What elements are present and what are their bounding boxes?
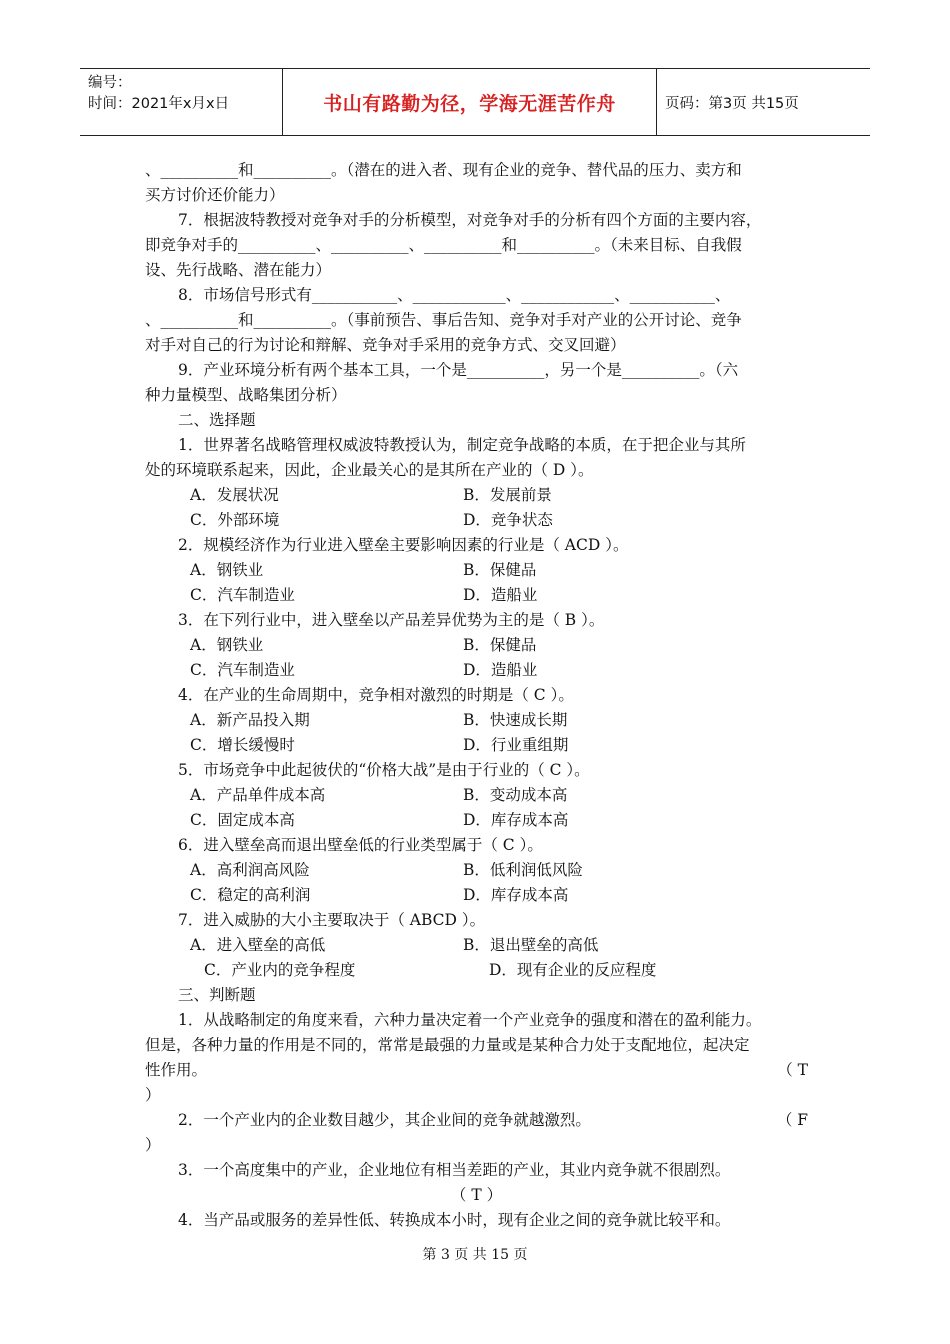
options-row xyxy=(145,708,808,733)
text-line: 、__________和__________。（事前预告、事后告知、竞争对手对产业的公开讨论、竞争 xyxy=(145,311,742,329)
question-fill-9: 9．产业环境分析有两个基本工具，一个是__________，另一个是__________。（六 xyxy=(178,361,739,379)
options-row xyxy=(145,483,808,508)
page-header xyxy=(80,68,870,136)
option-d: D．现有企业的反应程度 xyxy=(489,961,657,979)
answer-mark: （ T ） xyxy=(450,1186,503,1204)
question-judge-3: 3．一个高度集中的产业，企业地位有相当差距的产业，其业内竞争就不很剧烈。 xyxy=(178,1161,731,1179)
answer-close: ） xyxy=(145,1086,161,1104)
option-d: D．造船业 xyxy=(463,661,538,679)
question-choice-6: 6．进入壁垒高而退出壁垒低的行业类型属于（ C ）。 xyxy=(178,836,543,854)
answer-close: ） xyxy=(145,1136,161,1154)
question-fill-7: 7．根据波特教授对竞争对手的分析模型，对竞争对手的分析有四个方面的主要内容， xyxy=(178,211,762,229)
section-heading-choice: 二、选择题 xyxy=(178,411,256,429)
option-b: B．变动成本高 xyxy=(463,786,568,804)
question-choice-5: 5．市场竞争中此起彼伏的“价格大战”是由于行业的（ C ）。 xyxy=(178,761,590,779)
header-meta xyxy=(80,69,283,135)
options-row xyxy=(145,958,808,983)
options-row xyxy=(145,883,808,908)
options-row xyxy=(145,508,808,533)
option-a: A．钢铁业 xyxy=(190,561,264,579)
header-motto-cell xyxy=(283,69,657,135)
header-time: 时间：2021年x月x日 xyxy=(88,96,230,112)
option-a: A．进入壁垒的高低 xyxy=(190,936,326,954)
text-line: 买方讨价还价能力） xyxy=(145,186,285,204)
option-d: D．库存成本高 xyxy=(463,886,569,904)
text-line: 处的环境联系起来，因此，企业最关心的是其所在产业的（ D ）。 xyxy=(145,461,594,479)
option-b: B．保健品 xyxy=(463,561,537,579)
option-b: B．保健品 xyxy=(463,636,537,654)
option-d: D．造船业 xyxy=(463,586,538,604)
text-line: 、__________和__________。（潜在的进入者、现有企业的竞争、替代品的压力、卖方和 xyxy=(145,161,742,179)
option-a: A．钢铁业 xyxy=(190,636,264,654)
option-b: B．退出壁垒的高低 xyxy=(463,936,599,954)
option-d: D．库存成本高 xyxy=(463,811,569,829)
page-footer: 第 3 页 共 15 页 xyxy=(422,1247,528,1263)
question-choice-1: 1．世界著名战略管理权威波特教授认为，制定竞争战略的本质，在于把企业与其所 xyxy=(178,436,746,454)
answer-mark: （ F xyxy=(776,1111,808,1129)
question-choice-7: 7．进入威胁的大小主要取决于（ ABCD ）。 xyxy=(178,911,486,929)
text-fragment: 性作用。 xyxy=(145,1061,208,1079)
question-choice-2: 2．规模经济作为行业进入壁垒主要影响因素的行业是（ ACD ）。 xyxy=(178,536,629,554)
option-c: C．汽车制造业 xyxy=(190,586,295,604)
options-row xyxy=(145,783,808,808)
option-c: C．稳定的高利润 xyxy=(190,886,311,904)
header-id: 编号： xyxy=(88,75,132,91)
question-judge-1: 1．从战略制定的角度来看，六种力量决定着一个产业竞争的强度和潜在的盈利能力。 xyxy=(178,1011,762,1029)
options-row xyxy=(145,933,808,958)
question-judge-4: 4．当产品或服务的差异性低、转换成本小时，现有企业之间的竞争就比较平和。 xyxy=(178,1211,731,1229)
options-row xyxy=(145,633,808,658)
options-row xyxy=(145,858,808,883)
option-c: C．汽车制造业 xyxy=(190,661,295,679)
text-line: 即竞争对手的__________、__________、__________和__________。（未来目标、自我假 xyxy=(145,236,742,254)
options-row xyxy=(145,558,808,583)
text-line: 种力量模型、战略集团分析） xyxy=(145,386,347,404)
text-line xyxy=(145,1058,808,1083)
option-c: C．固定成本高 xyxy=(190,811,295,829)
options-row xyxy=(145,808,808,833)
question-choice-3: 3．在下列行业中，进入壁垒以产品差异优势为主的是（ B ）。 xyxy=(178,611,605,629)
option-d: D．行业重组期 xyxy=(463,736,569,754)
text-line: 设、先行战略、潜在能力） xyxy=(145,261,332,279)
option-b: B．快速成长期 xyxy=(463,711,568,729)
option-a: A．高利润高风险 xyxy=(190,861,310,879)
document-body xyxy=(145,158,808,1233)
header-motto: 书山有路勤为径，学海无涯苦作舟 xyxy=(323,92,616,115)
option-a: A．新产品投入期 xyxy=(190,711,310,729)
option-c: C．增长缓慢时 xyxy=(190,736,295,754)
option-b: B．低利润低风险 xyxy=(463,861,583,879)
options-row xyxy=(145,583,808,608)
question-choice-4: 4．在产业的生命周期中，竞争相对激烈的时期是（ C ）。 xyxy=(178,686,574,704)
options-row xyxy=(145,658,808,683)
option-b: B．发展前景 xyxy=(463,486,552,504)
option-d: D．竞争状态 xyxy=(463,511,553,529)
question-judge-2 xyxy=(145,1108,808,1133)
option-c: C．外部环境 xyxy=(190,511,280,529)
question-fill-8: 8．市场信号形式有___________、____________、____________、___________、 xyxy=(178,286,731,304)
option-c: C．产业内的竞争程度 xyxy=(204,961,356,979)
options-row xyxy=(145,733,808,758)
text-line: 但是，各种力量的作用是不同的，常常是最强的力量或是某种合力处于支配地位，起决定 xyxy=(145,1036,750,1054)
section-heading-judge: 三、判断题 xyxy=(178,986,256,1004)
text-line: 对手对自己的行为讨论和辩解、竞争对手采用的竞争方式、交叉回避） xyxy=(145,336,626,354)
text-fragment: 2．一个产业内的企业数目越少，其企业间的竞争就越激烈。 xyxy=(178,1111,591,1129)
option-a: A．产品单件成本高 xyxy=(190,786,326,804)
answer-mark: （ T xyxy=(777,1061,808,1079)
header-page: 页码：第3页 共15页 xyxy=(665,95,799,112)
option-a: A．发展状况 xyxy=(190,486,279,504)
